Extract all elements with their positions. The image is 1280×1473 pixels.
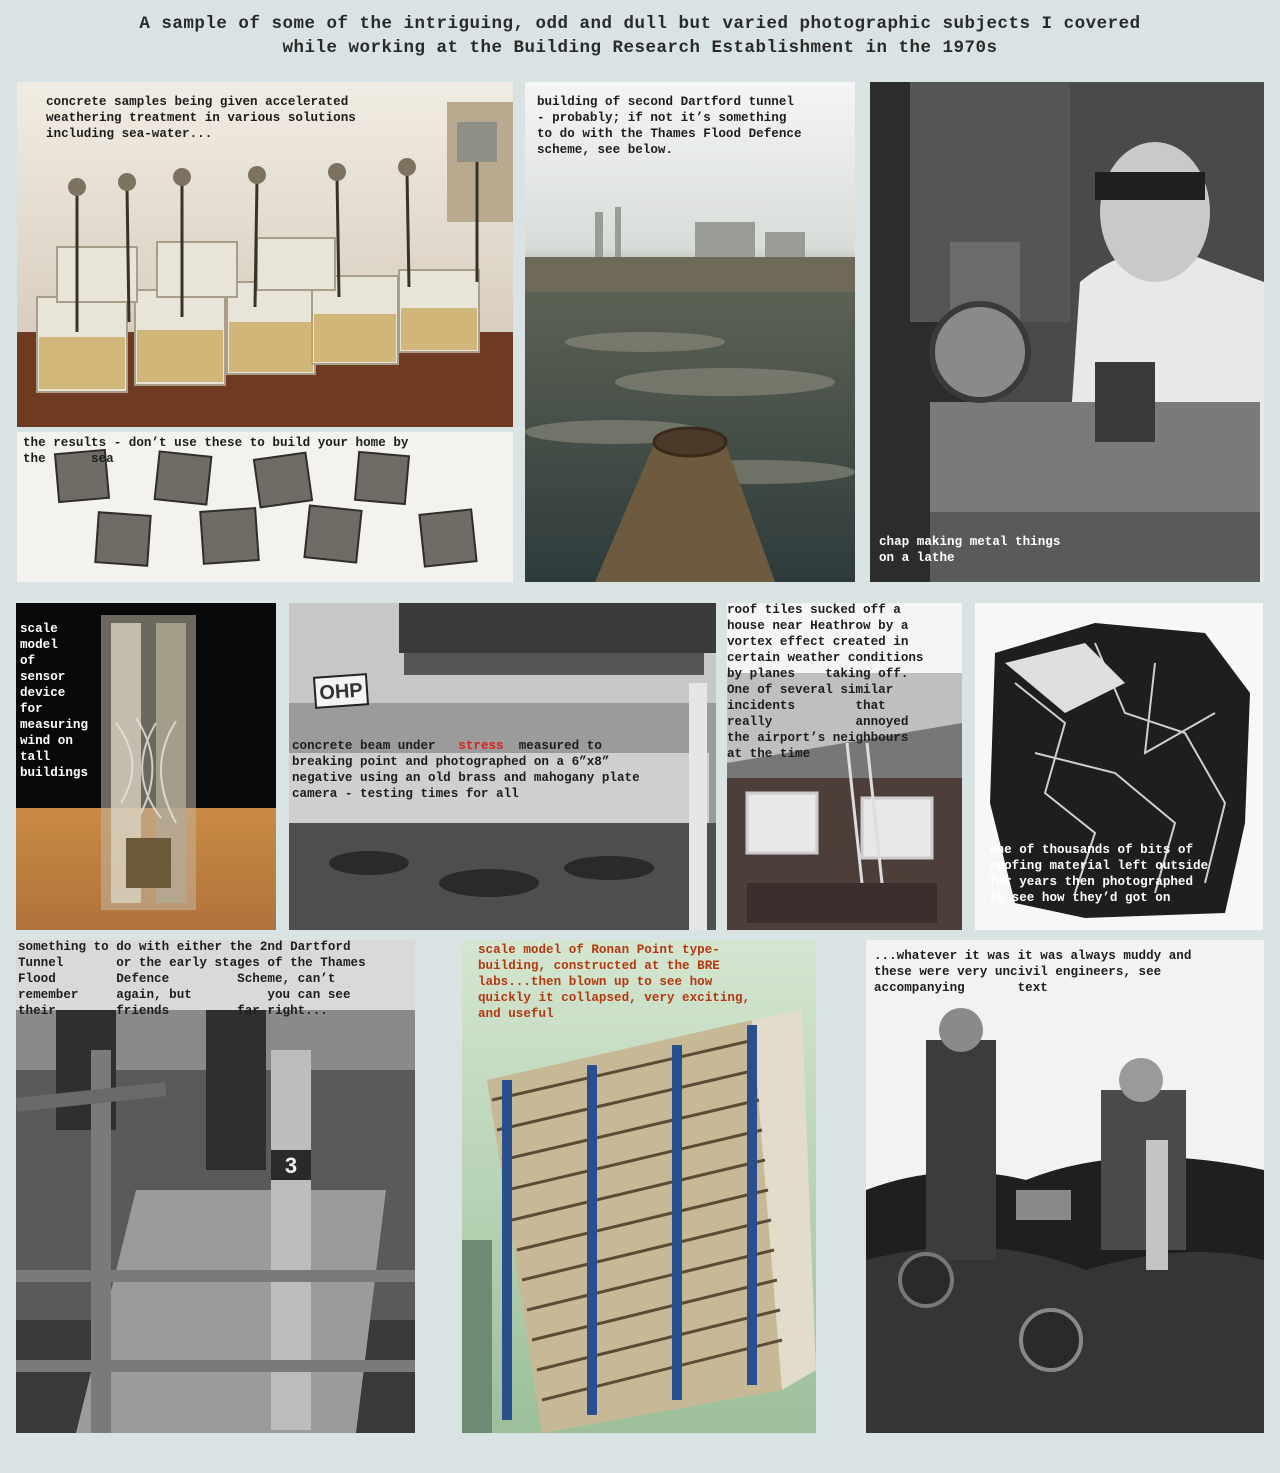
caption-roofing: one of thousands of bits of roofing material left outside for years then photographed to see how they’d got on bbox=[989, 843, 1209, 905]
photo-flood-defence bbox=[16, 940, 415, 1433]
title-line-2: while working at the Building Research Establishment in the 1970s bbox=[282, 38, 998, 58]
photo-weathering-treatment bbox=[17, 82, 513, 427]
page-title bbox=[0, 12, 1280, 60]
photo-roof-tiles bbox=[727, 603, 962, 930]
caption-beam-after: measured to breaking point and photographed on a 6”x8” negative using an old brass and mahogany plate camera - testing times for all bbox=[292, 739, 640, 801]
caption-dartford: building of second Dartford tunnel - probably; if not it’s something to do with the Thames Flood Defence scheme, see below. bbox=[537, 95, 802, 157]
caption-beam-stress: stress bbox=[458, 739, 504, 753]
caption-sensor: scale model of sensor device for measuring wind on tall buildings bbox=[20, 622, 89, 780]
caption-beam bbox=[292, 738, 640, 802]
caption-beam-before: concrete beam under bbox=[292, 739, 459, 753]
post-number: 3 bbox=[284, 1153, 298, 1178]
caption-results: the results - don’t use these to build your home by the sea bbox=[23, 436, 409, 466]
title-line-1: A sample of some of the intriguing, odd and dull but varied photographic subjects I covered bbox=[139, 14, 1141, 34]
photo-lathe bbox=[870, 82, 1264, 582]
caption-ronan: scale model of Ronan Point type- building, constructed at the BRE labs...then blown up to see how quickly it collapsed, very exciting, and useful bbox=[478, 943, 751, 1021]
caption-lathe: chap making metal things on a lathe bbox=[879, 535, 1061, 565]
caption-flood: something to do with either the 2nd Dartford Tunnel or the early stages of the Thames Flood Defence Scheme, can’t remember again, but you can see their friends far right... bbox=[18, 940, 366, 1018]
photo-ronan-point bbox=[462, 940, 816, 1433]
caption-weathering: concrete samples being given accelerated weathering treatment in various solutions including sea-water... bbox=[46, 95, 356, 141]
ohp-sign: OHP bbox=[318, 679, 364, 705]
photo-concrete-beam bbox=[289, 603, 716, 930]
photo-roofing-material bbox=[975, 603, 1263, 930]
photo-muddy-engineers bbox=[866, 940, 1264, 1433]
photo-sensor-model bbox=[16, 603, 276, 930]
lathe-illustration bbox=[870, 82, 1264, 582]
caption-tiles: roof tiles sucked off a house near Heathrow by a vortex effect created in certain weather conditions by planes taking off. One of several similar incidents that really annoyed the airport’s neighbours at the time bbox=[727, 603, 924, 761]
muddy-illustration bbox=[866, 940, 1264, 1433]
photo-results-cubes bbox=[17, 432, 513, 582]
photo-dartford-tunnel bbox=[525, 82, 855, 582]
caption-muddy: ...whatever it was it was always muddy and these were very uncivil engineers, see accompanying text bbox=[874, 949, 1192, 995]
